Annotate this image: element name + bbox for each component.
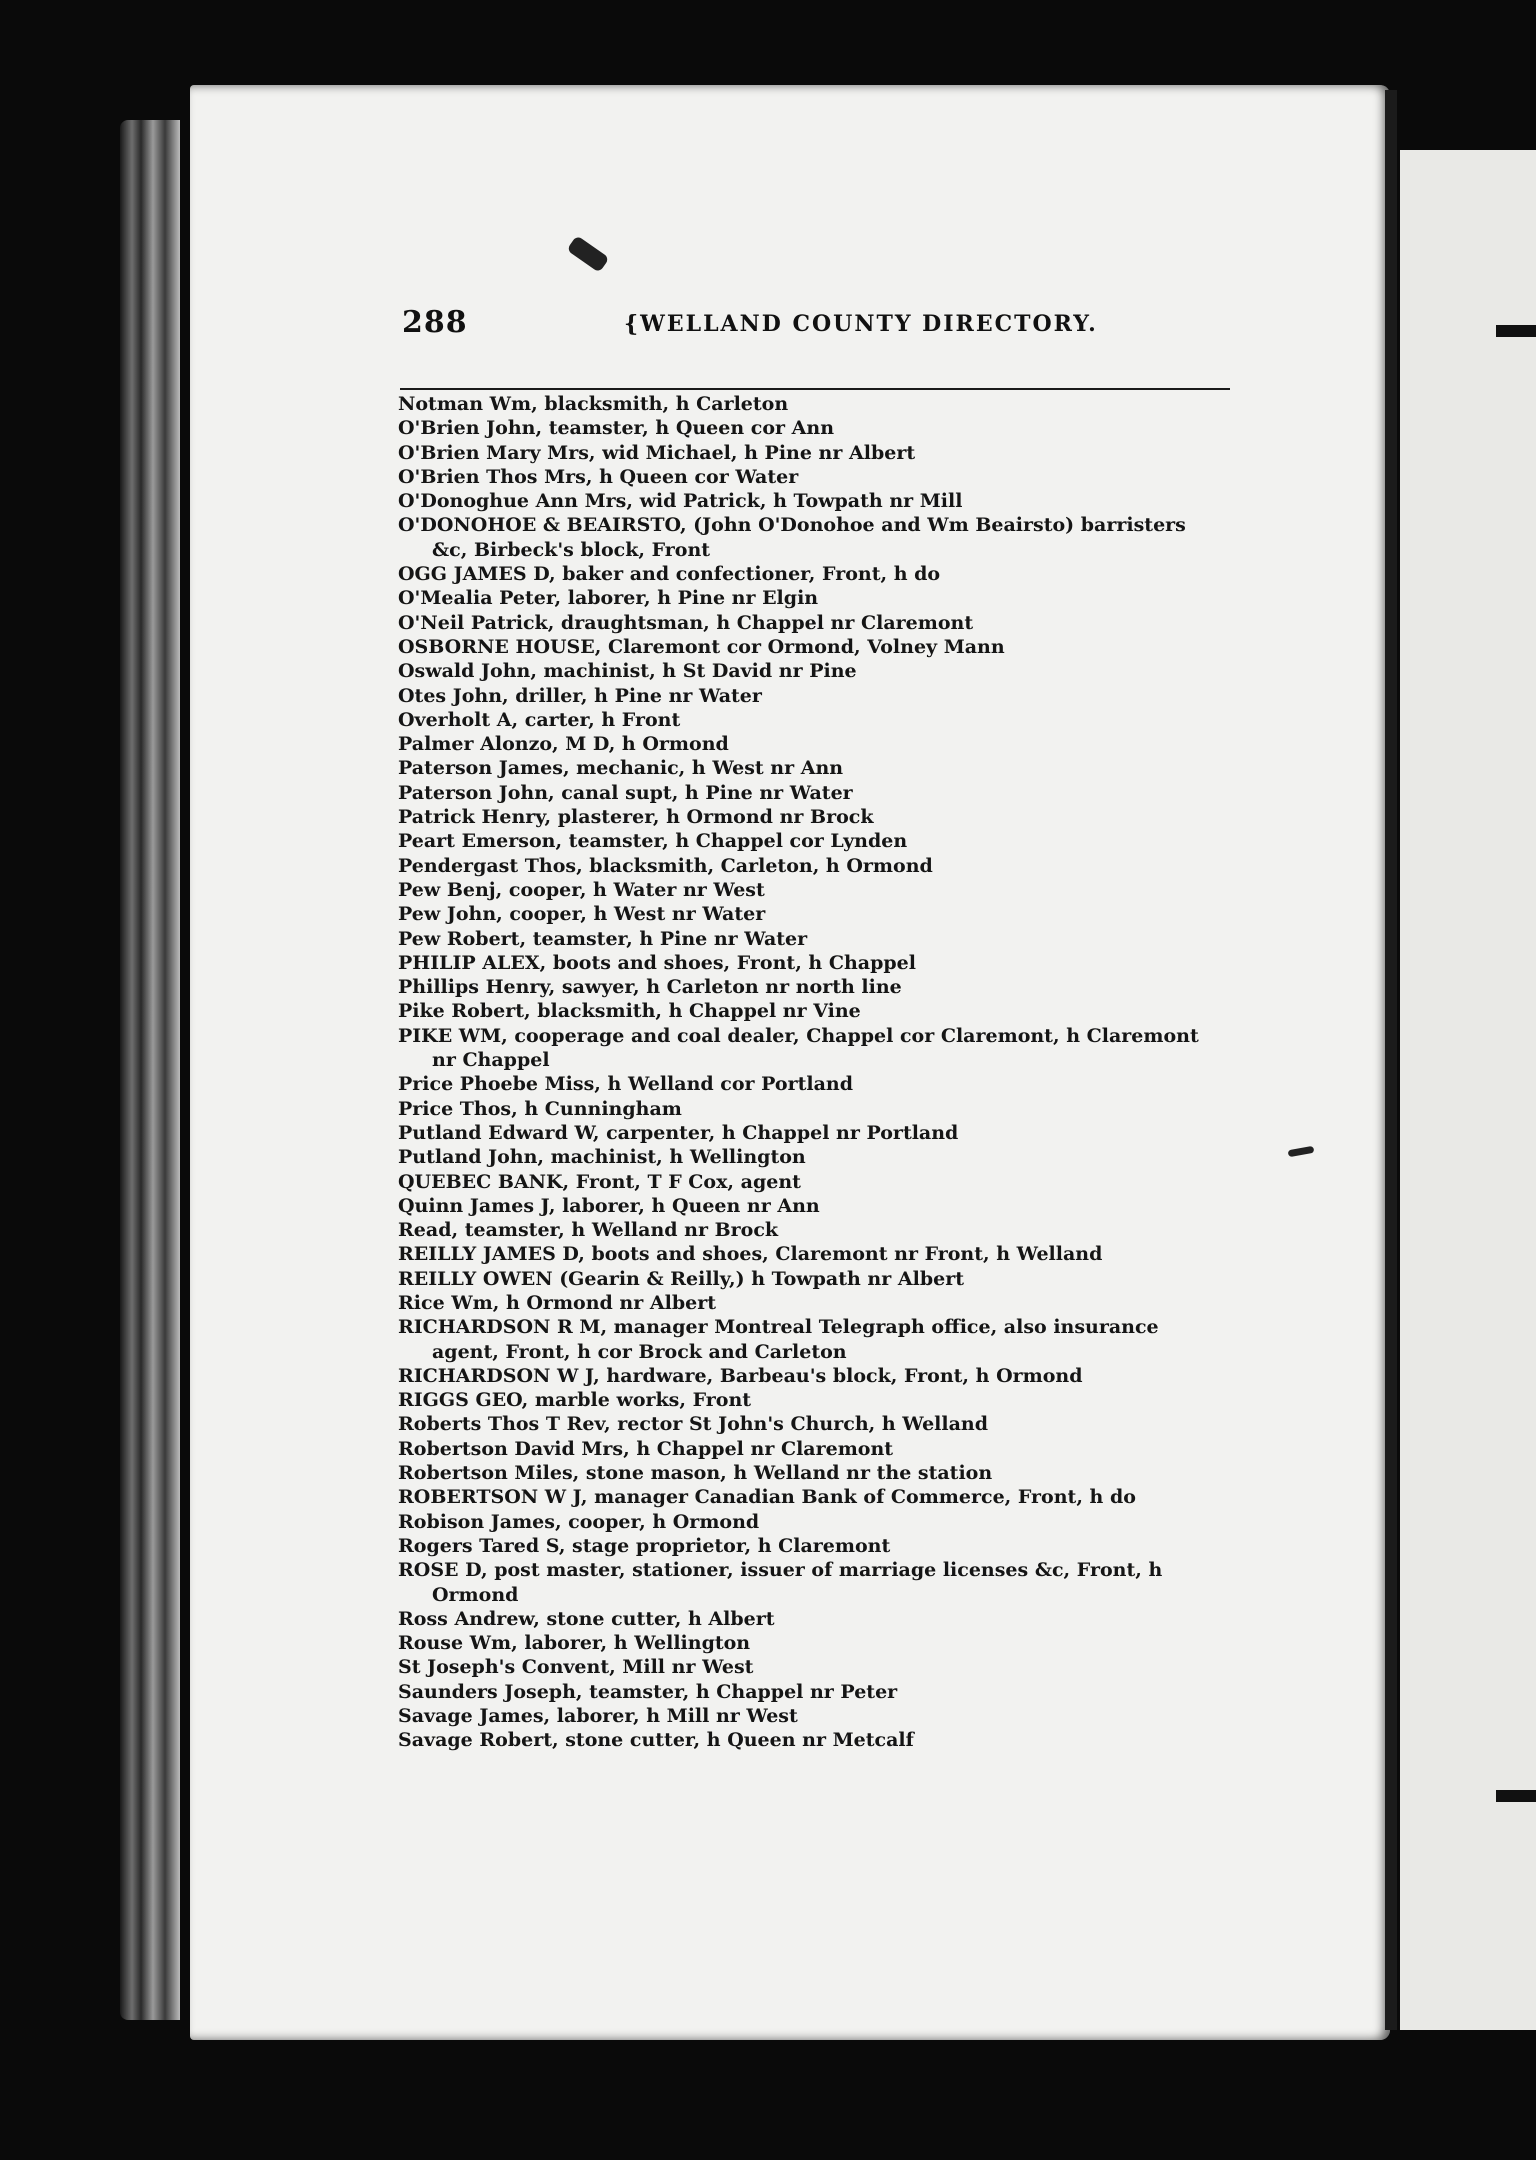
directory-entry: Paterson James, mechanic, h West nr Ann (398, 757, 844, 780)
adjacent-page (1400, 150, 1536, 2030)
directory-entry: Paterson John, canal supt, h Pine nr Water (398, 781, 853, 804)
directory-entry: RICHARDSON W J, hardware, Barbeau's block, Front, h Ormond (398, 1364, 1083, 1387)
directory-entry: Patrick Henry, plasterer, h Ormond nr Brock (398, 806, 874, 829)
directory-entry: Price Thos, h Cunningham (398, 1097, 682, 1120)
directory-entry: O'Brien Mary Mrs, wid Michael, h Pine nr Albert (398, 441, 916, 464)
directory-entry: OGG JAMES D, baker and confectioner, Front, h do (398, 563, 941, 586)
directory-entry: Ross Andrew, stone cutter, h Albert (398, 1607, 775, 1630)
directory-entry: Robison James, cooper, h Ormond (398, 1510, 760, 1533)
directory-entry: OSBORNE HOUSE, Claremont cor Ormond, Volney Mann (398, 635, 1005, 658)
directory-entry: Rouse Wm, laborer, h Wellington (398, 1632, 751, 1655)
directory-entry: RIGGS GEO, marble works, Front (398, 1389, 752, 1412)
directory-entry: St Joseph's Convent, Mill nr West (398, 1656, 754, 1679)
directory-entry: Rogers Tared S, stage proprietor, h Claremont (398, 1534, 891, 1557)
directory-entry: ROBERTSON W J, manager Canadian Bank of Commerce, Front, h do (398, 1486, 1136, 1509)
directory-entry: ROSE D, post master, stationer, issuer of marriage licenses &c, Front, h Ormond (398, 1559, 1163, 1606)
directory-entry: O'Brien Thos Mrs, h Queen cor Water (398, 465, 799, 488)
directory-entries (398, 392, 1218, 1753)
directory-entry: Putland John, machinist, h Wellington (398, 1146, 806, 1169)
book-edge (120, 120, 180, 2020)
directory-entry: Read, teamster, h Welland nr Brock (398, 1219, 779, 1242)
directory-entry: Otes John, driller, h Pine nr Water (398, 684, 762, 707)
directory-entry: Price Phoebe Miss, h Welland cor Portland (398, 1073, 854, 1096)
directory-entry: O'Neil Patrick, draughtsman, h Chappel nr Claremont (398, 611, 974, 634)
directory-entry: REILLY JAMES D, boots and shoes, Claremont nr Front, h Welland (398, 1243, 1103, 1266)
directory-entry: O'Brien John, teamster, h Queen cor Ann (398, 417, 835, 440)
directory-entry: Notman Wm, blacksmith, h Carleton (398, 393, 789, 415)
directory-entry: Roberts Thos T Rev, rector St John's Church, h Welland (398, 1413, 989, 1436)
page-gutter (1385, 90, 1397, 2030)
directory-entry: REILLY OWEN (Gearin & Reilly,) h Towpath nr Albert (398, 1267, 964, 1290)
directory-entry: PIKE WM, cooperage and coal dealer, Chappel cor Claremont, h Claremont nr Chappel (398, 1024, 1199, 1072)
directory-entry: Savage James, laborer, h Mill nr West (398, 1705, 798, 1728)
running-head: {WELLAND COUNTY DIRECTORY. (624, 311, 1098, 337)
directory-entry: Savage Robert, stone cutter, h Queen nr Metcalf (398, 1729, 914, 1752)
page-header (402, 305, 1232, 355)
directory-entry: Peart Emerson, teamster, h Chappel cor Lynden (398, 830, 908, 853)
directory-entry: Quinn James J, laborer, h Queen nr Ann (398, 1194, 820, 1217)
directory-entry: Palmer Alonzo, M D, h Ormond (398, 733, 729, 756)
directory-entry: Robertson Miles, stone mason, h Welland nr the station (398, 1462, 993, 1485)
directory-entry: Pike Robert, blacksmith, h Chappel nr Vine (398, 1000, 861, 1023)
directory-entry: Pendergast Thos, blacksmith, Carleton, h Ormond (398, 854, 933, 877)
header-rule (400, 388, 1230, 390)
directory-entry: Pew Robert, teamster, h Pine nr Water (398, 927, 808, 950)
directory-entry: Rice Wm, h Ormond nr Albert (398, 1291, 716, 1314)
directory-entry: QUEBEC BANK, Front, T F Cox, agent (398, 1170, 801, 1193)
directory-entry: Saunders Joseph, teamster, h Chappel nr Peter (398, 1680, 898, 1703)
directory-entry: Pew John, cooper, h West nr Water (398, 903, 766, 926)
page-number: 288 (402, 305, 468, 340)
directory-entry: PHILIP ALEX, boots and shoes, Front, h Chappel (398, 951, 916, 974)
directory-entry: Overholt A, carter, h Front (398, 708, 681, 731)
directory-entry: RICHARDSON R M, manager Montreal Telegraph office, also insurance agent, Front, h cor Brock and Carleton (398, 1316, 1159, 1363)
directory-entry: O'Donoghue Ann Mrs, wid Patrick, h Towpath nr Mill (398, 490, 963, 513)
adjacent-page-mark (1496, 1790, 1536, 1802)
adjacent-page-mark (1496, 325, 1536, 337)
directory-entry: Robertson David Mrs, h Chappel nr Claremont (398, 1437, 894, 1460)
directory-entry: Putland Edward W, carpenter, h Chappel nr Portland (398, 1121, 959, 1144)
directory-entry: O'Mealia Peter, laborer, h Pine nr Elgin (398, 587, 819, 610)
directory-entry: Phillips Henry, sawyer, h Carleton nr north line (398, 976, 902, 999)
directory-entry: Pew Benj, cooper, h Water nr West (398, 878, 765, 901)
directory-entry: Oswald John, machinist, h St David nr Pine (398, 660, 857, 683)
directory-entry: O'DONOHOE & BEAIRSTO, (John O'Donohoe and Wm Beairsto) barristers &c, Birbeck's block, Front (398, 514, 1186, 561)
